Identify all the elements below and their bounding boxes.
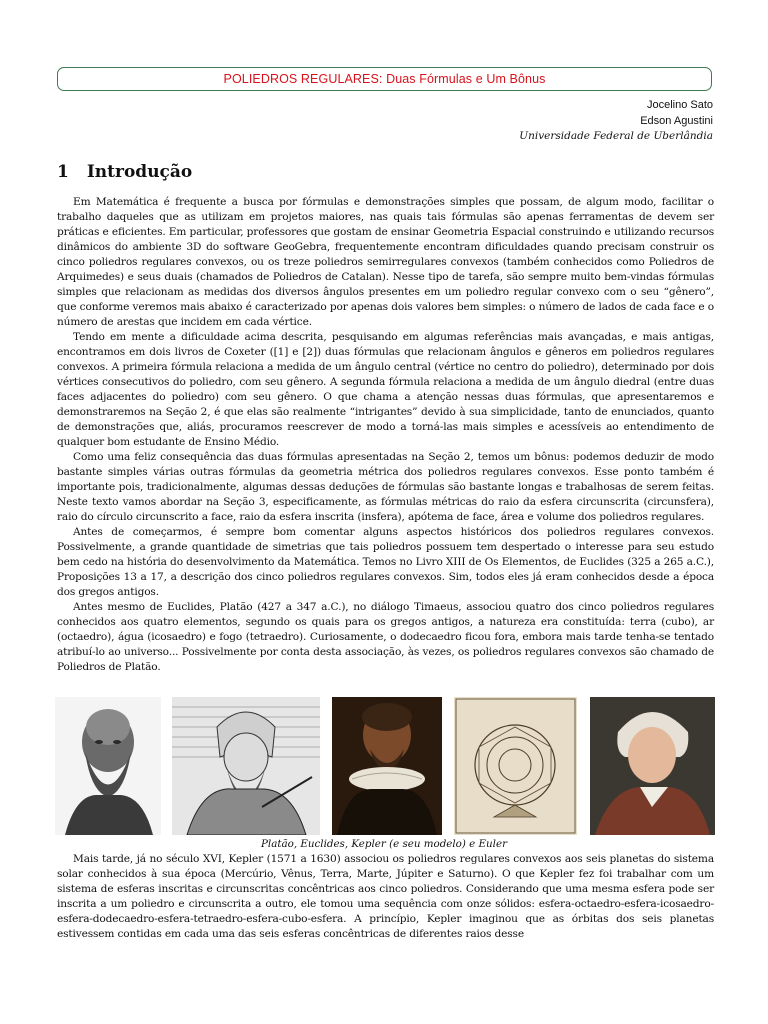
euler-portrait-image: [590, 697, 715, 835]
kepler-portrait-image: [332, 697, 442, 835]
author-name: Edson Agustini: [640, 114, 713, 127]
section-number: 1: [57, 162, 69, 182]
section-heading: [57, 162, 192, 182]
paragraph: Em Matemática é frequente a busca por fórmulas e demonstrações simples que possam, de algum modo, facilitar o trabalho daqueles que as utilizam em projetos maiores, nas quais tais fórmulas são apenas ferramentas de devem ser práticas e eficientes. Em particular, professores que gostam de ensinar Geometria Espacial construindo e utilizando recursos dinâmicos do ambiente 3D do software GeoGebra, frequentemente encontram dificuldades quando precisam construir os cinco poliedros regulares convexos, ou os treze poliedros semirregulares convexos (também conhecidos como Poliedros de Arquimedes) e seus duais (chamados de Poliedros de Catalan). Nesse tipo de tarefa, são sempre muito bem-vindas fórmulas simples que relacionam as medidas dos diversos ângulos presentes em um poliedro regular convexo com o seu “gênero”, que conforme veremos mais abaixo é caracterizado por apenas dois valores bem simples: o número de lados de cada face e o número de arestas que incidem em cada vértice.: [57, 196, 714, 328]
euclid-engraving-image: [172, 697, 320, 835]
figure-caption: Platão, Euclides, Kepler (e seu modelo) e Euler: [260, 838, 507, 850]
kepler-model-engraving-image: [454, 697, 577, 835]
body-text: [57, 195, 714, 675]
title-box: [57, 67, 712, 91]
paragraph: Mais tarde, já no século XVI, Kepler (1571 a 1630) associou os poliedros regulares convexos aos seis planetas do sistema solar conhecidos à sua época (Mercúrio, Vênus, Terra, Marte, Júpiter e Saturno). O que Kepler fez foi trabalhar com um sistema de esferas inscritas e circunscritas concêntricas aos cinco poliedros. Considerando que uma mesma esfera pode ser inscrita a um poliedro e circunscrita a outro, ele tomou uma sequência com onze sólidos: esfera-octaedro-esfera-icosaedro-esfera-dodecaedro-esfera-tetraedro-esfera-cubo-esfera. A princípio, Kepler imaginou que as órbitas dos seis planetas estivessem contidas em cada uma das seis esferas concêntricas de diferentes raios desse: [57, 853, 714, 940]
section-title: Introdução: [86, 162, 193, 182]
plato-bust-image: [55, 697, 161, 835]
affiliation: Universidade Federal de Uberlândia: [519, 130, 713, 142]
paragraph: Tendo em mente a dificuldade acima descrita, pesquisando em algumas referências mais avançadas, e mais antigas, encontramos em dois livros de Coxeter ([1] e [2]) duas fórmulas que relacionam ângulos e gêneros em poliedros regulares convexos. A primeira fórmula relaciona a medida de um ângulo central (vértice no centro do poliedro), determinado por dois vértices consecutivos do poliedro, com seu gênero. A segunda fórmula relaciona a medida de um ângulo diedral (entre duas faces adjacentes do poliedro) com seu gênero. O que chama a atenção nessas duas fórmulas, que apresentaremos e demonstraremos na Seção 2, é que elas são realmente “intrigantes” devido à sua simplicidade, tanto de enunciados, quanto de demonstrações que, aliás, procuramos reescrever de modo a torná-las mais simples e acessíveis ao entendimento de qualquer bom estudante de Ensino Médio.: [57, 331, 714, 448]
paper-title: POLIEDROS REGULARES: Duas Fórmulas e Um Bônus: [223, 72, 546, 86]
paragraph: Como uma feliz consequência das duas fórmulas apresentadas na Seção 2, temos um bônus: podemos deduzir de modo bastante simples várias outras fórmulas da geometria métrica dos poliedros regulares convexos. Esse ponto também é importante pois, tradicionalmente, algumas dessas deduções de fórmulas são bastante longas e trabalhosas de serem feitas. Neste texto vamos abordar na Seção 3, especificamente, as fórmulas métricas do raio da esfera circunscrita (circunsfera), raio do círculo circunscrito a face, raio da esfera inscrita (insfera), apótema de face, área e volume dos poliedros regulares.: [57, 451, 714, 523]
author-name: Jocelino Sato: [646, 99, 713, 111]
paragraph: Antes mesmo de Euclides, Platão (427 a 347 a.C.), no diálogo Timaeus, associou quatro dos cinco poliedros regulares conhecidos aos quatro elementos, segundo os quais para os gregos antigos, a natureza era constituída: terra (cubo), ar (octaedro), água (icosaedro) e fogo (tetraedro). Curiosamente, o dodecaedro ficou fora, embora mais tarde tenha-se tentado atribuí-lo ao universo... Possivelmente por conta desta associação, às vezes, os poliedros regulares convexos são chamado de Poliedros de Platão.: [57, 601, 714, 673]
author-block: [519, 98, 713, 145]
paragraph: Antes de começarmos, é sempre bom comentar alguns aspectos históricos dos poliedros regulares convexos. Possivelmente, a grande quantidade de simetrias que tais poliedros possuem tem despertado o interesse para seu estudo bem cedo na história do desenvolvimento da Matemática. Temos no Livro XIII de Os Elementos, de Euclides (325 a 265 a.C.), Proposições 13 a 17, a descrição dos cinco poliedros regulares convexos. Sim, todos eles já eram conhecidos desde a época dos gregos antigos.: [57, 526, 714, 598]
body-text-continued: [57, 852, 714, 942]
